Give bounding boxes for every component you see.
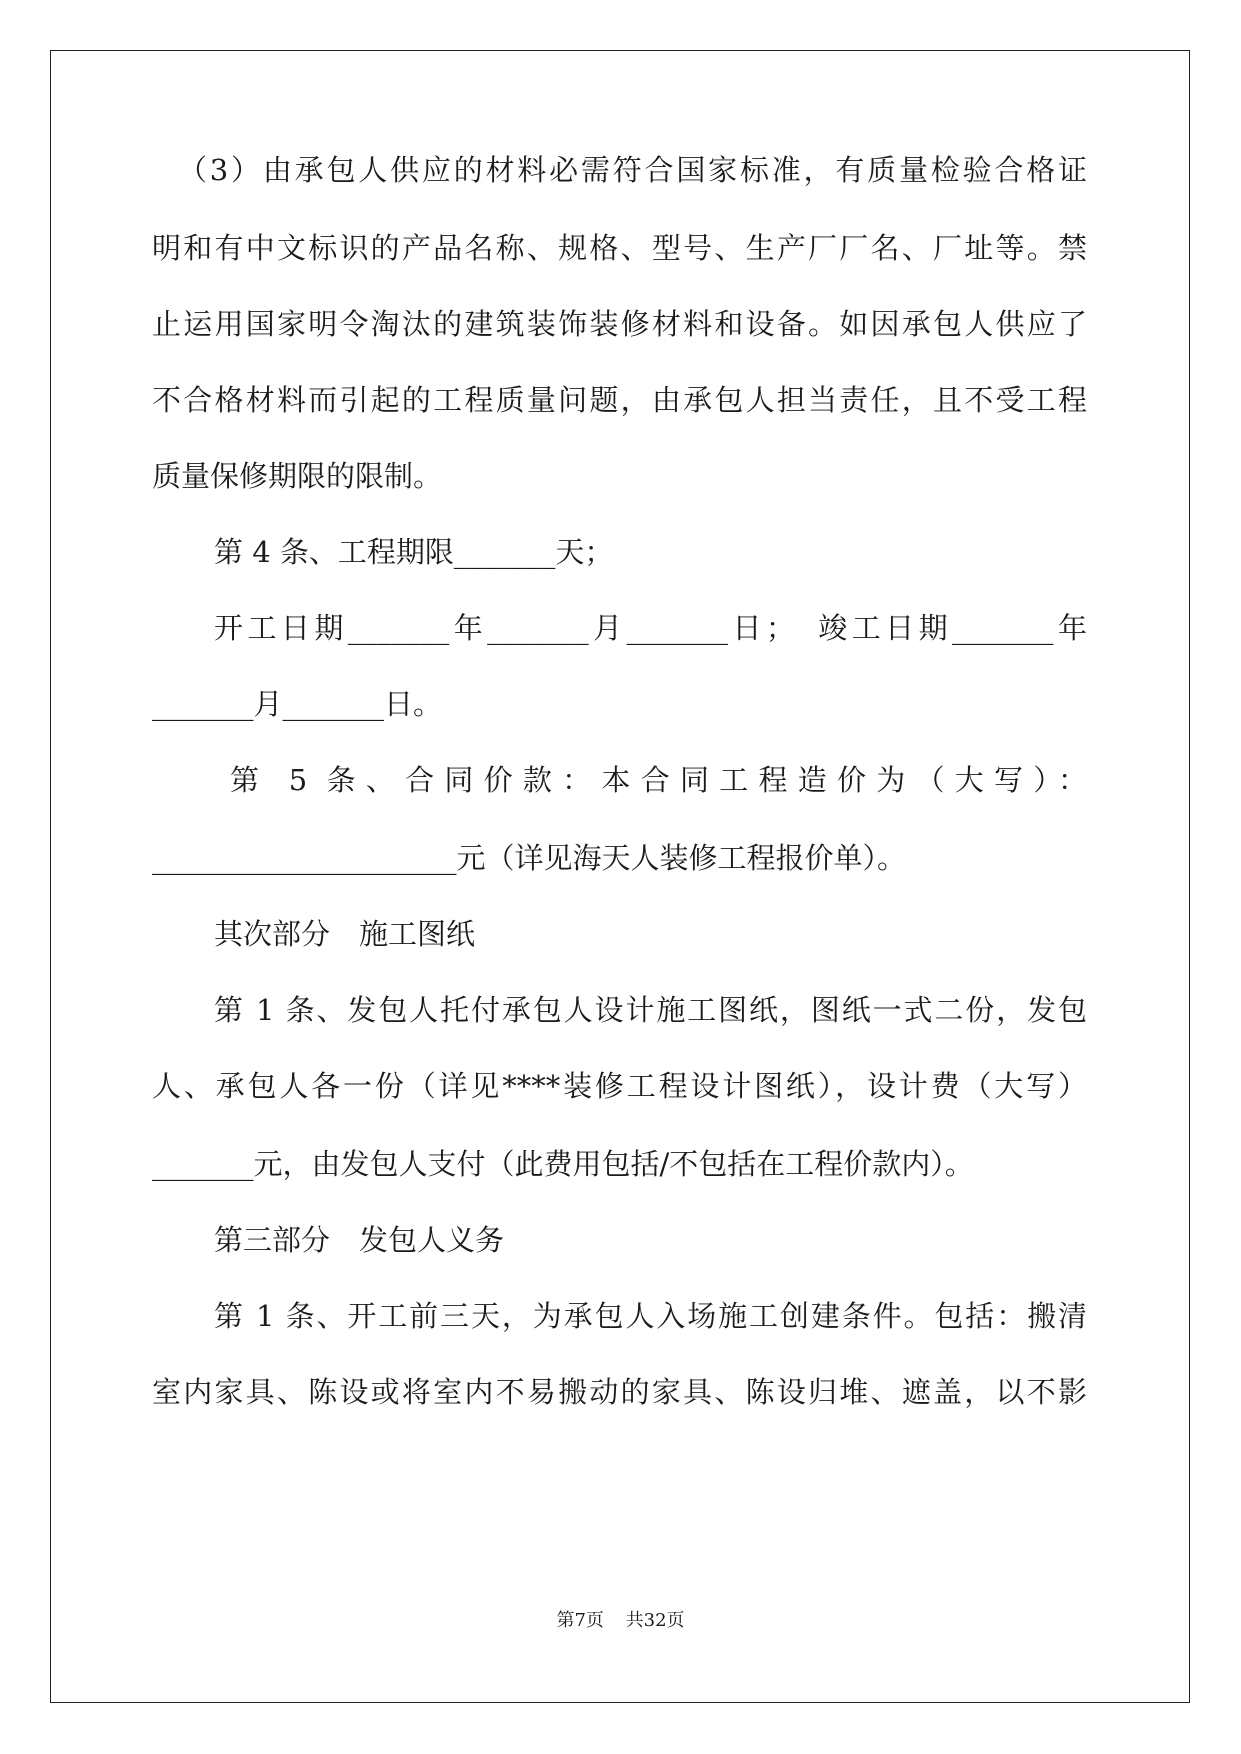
article-5-price: 第 5 条、合同价款：本合同工程造价为（大写）：	[230, 763, 1087, 797]
price-amount-line: _____________________元（详见海天人装修工程报价单）。	[152, 841, 907, 875]
page-footer	[0, 1606, 1241, 1632]
text-line-13: 人、承包人各一份（详见****装修工程设计图纸），设计费（大写）	[152, 1069, 1087, 1103]
completion-date-line: _______月_______日。	[152, 687, 443, 721]
text-line-16: 第 1 条、开工前三天，为承包人入场施工创建条件。包括：搬清	[214, 1299, 1087, 1333]
article-4-duration: 第 4 条、工程期限_______天；	[214, 535, 614, 569]
text-line-2: 明和有中文标识的产品名称、规格、型号、生产厂厂名、厂址等。禁	[152, 231, 1087, 265]
text-line-3: 止运用国家明令淘汰的建筑装饰装修材料和设备。如因承包人供应了	[152, 307, 1087, 341]
total-pages: 共32页	[625, 1610, 685, 1631]
text-line-1: （3）由承包人供应的材料必需符合国家标准，有质量检验合格证	[178, 153, 1087, 187]
section-heading-employer-duties: 第三部分 发包人义务	[214, 1223, 505, 1257]
text-line-12: 第 1 条、发包人托付承包人设计施工图纸，图纸一式二份，发包	[214, 993, 1087, 1027]
section-heading-drawings: 其次部分 施工图纸	[214, 917, 476, 951]
text-line-5: 质量保修期限的限制。	[152, 459, 443, 493]
text-line-17: 室内家具、陈设或将室内不易搬动的家具、陈设归堆、遮盖，以不影	[152, 1375, 1087, 1409]
page-number: 第7页	[556, 1610, 604, 1631]
text-line-4: 不合格材料而引起的工程质量问题，由承包人担当责任，且不受工程	[152, 383, 1087, 417]
start-date-line: 开工日期_______年_______月_______日； 竣工日期_______年	[214, 611, 1087, 645]
text-line-14: _______元，由发包人支付（此费用包括/不包括在工程价款内）。	[152, 1147, 974, 1181]
